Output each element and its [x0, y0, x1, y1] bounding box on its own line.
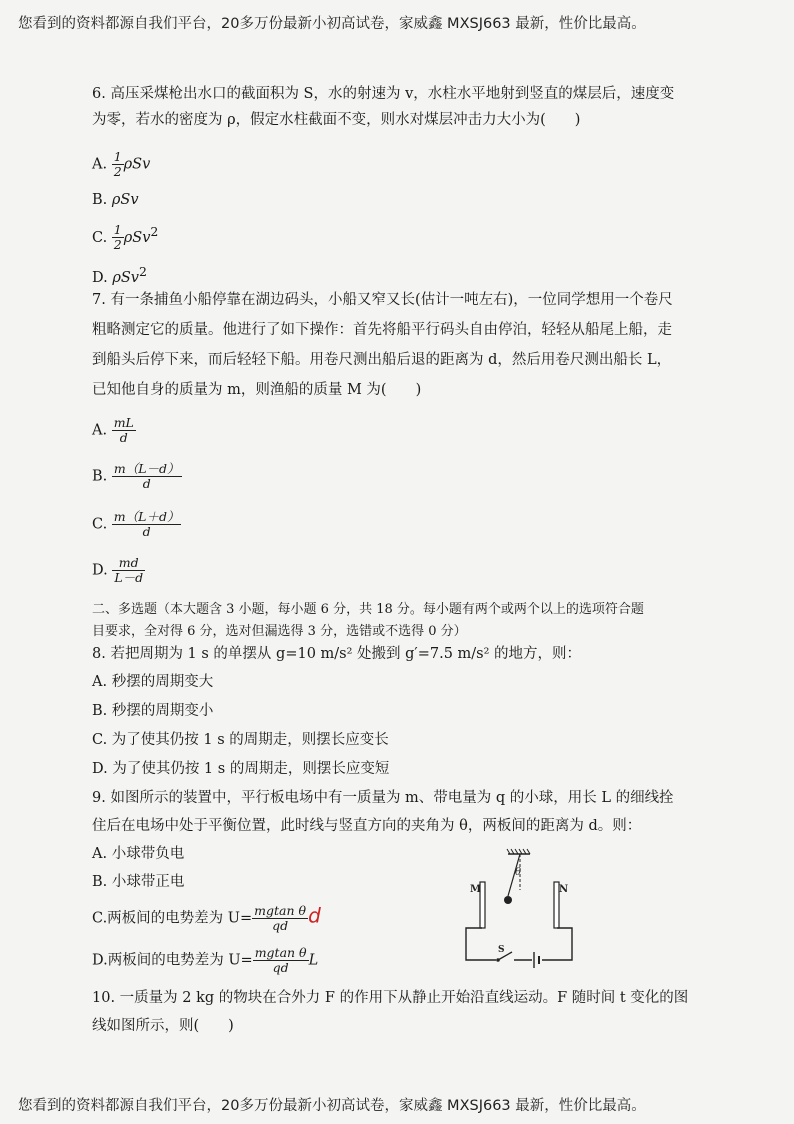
- q7-stem-line4: 已知他自身的质量为 m，则渔船的质量 M 为( ): [92, 382, 422, 398]
- circuit-wire-left: [466, 928, 496, 960]
- q9-option-d: D.两板间的电势差为 U= $\frac{\text{mgtan θ}}{qd}$ L: [92, 945, 319, 975]
- q7-option-d: D. $\frac{md}{L-d}$: [92, 555, 144, 585]
- plate-n-label: N: [559, 884, 569, 895]
- q10-stem-line1: 10. 一质量为 2 kg 的物块在合外力 F 的作用下从静止开始沿直线运动。F 随时间 t 变化的图: [92, 990, 689, 1006]
- switch-label: S: [498, 945, 505, 955]
- handwritten-annotation: d: [308, 903, 321, 928]
- q10-stem-line2: 线如图所示，则( ): [92, 1018, 234, 1034]
- q6-stem-line2: 为零，若水的密度为 ρ，假定水柱截面不变，则水对煤层冲击力大小为( ): [92, 112, 581, 128]
- charged-ball: [504, 896, 512, 904]
- q9-option-c: C.两板间的电势差为 U= $\frac{\text{mgtan θ}}{qd}$ d: [92, 903, 321, 933]
- q8-option-a: A. 秒摆的周期变大: [92, 674, 214, 690]
- q6-option-b: B. ρSv: [92, 192, 139, 208]
- watermark-banner-top: 您看到的资料都源自我们平台，20多万份最新小初高试卷，家威鑫 MXSJ663 最新，性价比最高。: [18, 16, 646, 32]
- q6-option-a: A. $\frac{1}{2}$ ρSv: [92, 149, 151, 179]
- q9-option-a: A. 小球带负电: [92, 846, 185, 862]
- q9-stem-line1: 9. 如图所示的装置中，平行板电场中有一质量为 m、带电量为 q 的小球，用长 L 的细线拴: [92, 790, 674, 806]
- circuit-wire-right: [542, 928, 572, 960]
- q8-stem: 8. 若把周期为 1 s 的单摆从 g=10 m/s² 处搬到 g′=7.5 m/s² 的地方，则：: [92, 646, 582, 662]
- q7-option-c: C. $\frac{m(L+d)}{d}$: [92, 509, 180, 539]
- q9-stem-line2: 住后在电场中处于平衡位置，此时线与竖直方向的夹角为 θ，两板间的距离为 d。则：: [92, 818, 642, 834]
- q7-stem-line1: 7. 有一条捕鱼小船停靠在湖边码头，小船又窄又长(估计一吨左右)，一位同学想用一个卷尺: [92, 292, 673, 308]
- q8-option-c: C. 为了使其仍按 1 s 的周期走，则摆长应变长: [92, 732, 389, 748]
- q9-capacitor-figure: [460, 848, 590, 970]
- q7-stem-line3: 到船头后停下来，而后轻轻下船。用卷尺测出船后退的距离为 d，然后用卷尺测出船长 L，: [92, 352, 672, 368]
- section2-heading-line2: 目要求，全对得 6 分，选对但漏选得 3 分，选错或不选得 0 分）: [92, 624, 467, 639]
- q7-option-a: A. $\frac{mL}{d}$: [92, 415, 134, 445]
- q9-option-b: B. 小球带正电: [92, 874, 185, 890]
- watermark-banner-bottom: 您看到的资料都源自我们平台，20多万份最新小初高试卷，家威鑫 MXSJ663 最新，性价比最高。: [18, 1098, 646, 1114]
- q7-stem-line2: 粗略测定它的质量。他进行了如下操作：首先将船平行码头自由停泊，轻轻从船尾上船，走: [92, 322, 672, 338]
- plate-m-label: M: [470, 884, 482, 895]
- q6-stem-line1: 6. 高压采煤枪出水口的截面积为 S，水的射速为 v，水柱水平地射到竖直的煤层后，速度变: [92, 86, 675, 102]
- q6-option-d: D. ρSv$^2$: [92, 264, 147, 286]
- section2-heading-line1: 二、多选题（本大题含 3 小题，每小题 6 分，共 18 分。每小题有两个或两个以上的选项符合题: [92, 602, 644, 617]
- angle-label: θ: [515, 867, 522, 878]
- q7-option-b: B. $\frac{m(L-d)}{d}$: [92, 461, 180, 491]
- q8-option-b: B. 秒摆的周期变小: [92, 703, 214, 719]
- q6-option-c: C. $\frac{1}{2}$ ρSv$^2$: [92, 222, 159, 253]
- q8-option-d: D. 为了使其仍按 1 s 的周期走，则摆长应变短: [92, 761, 390, 777]
